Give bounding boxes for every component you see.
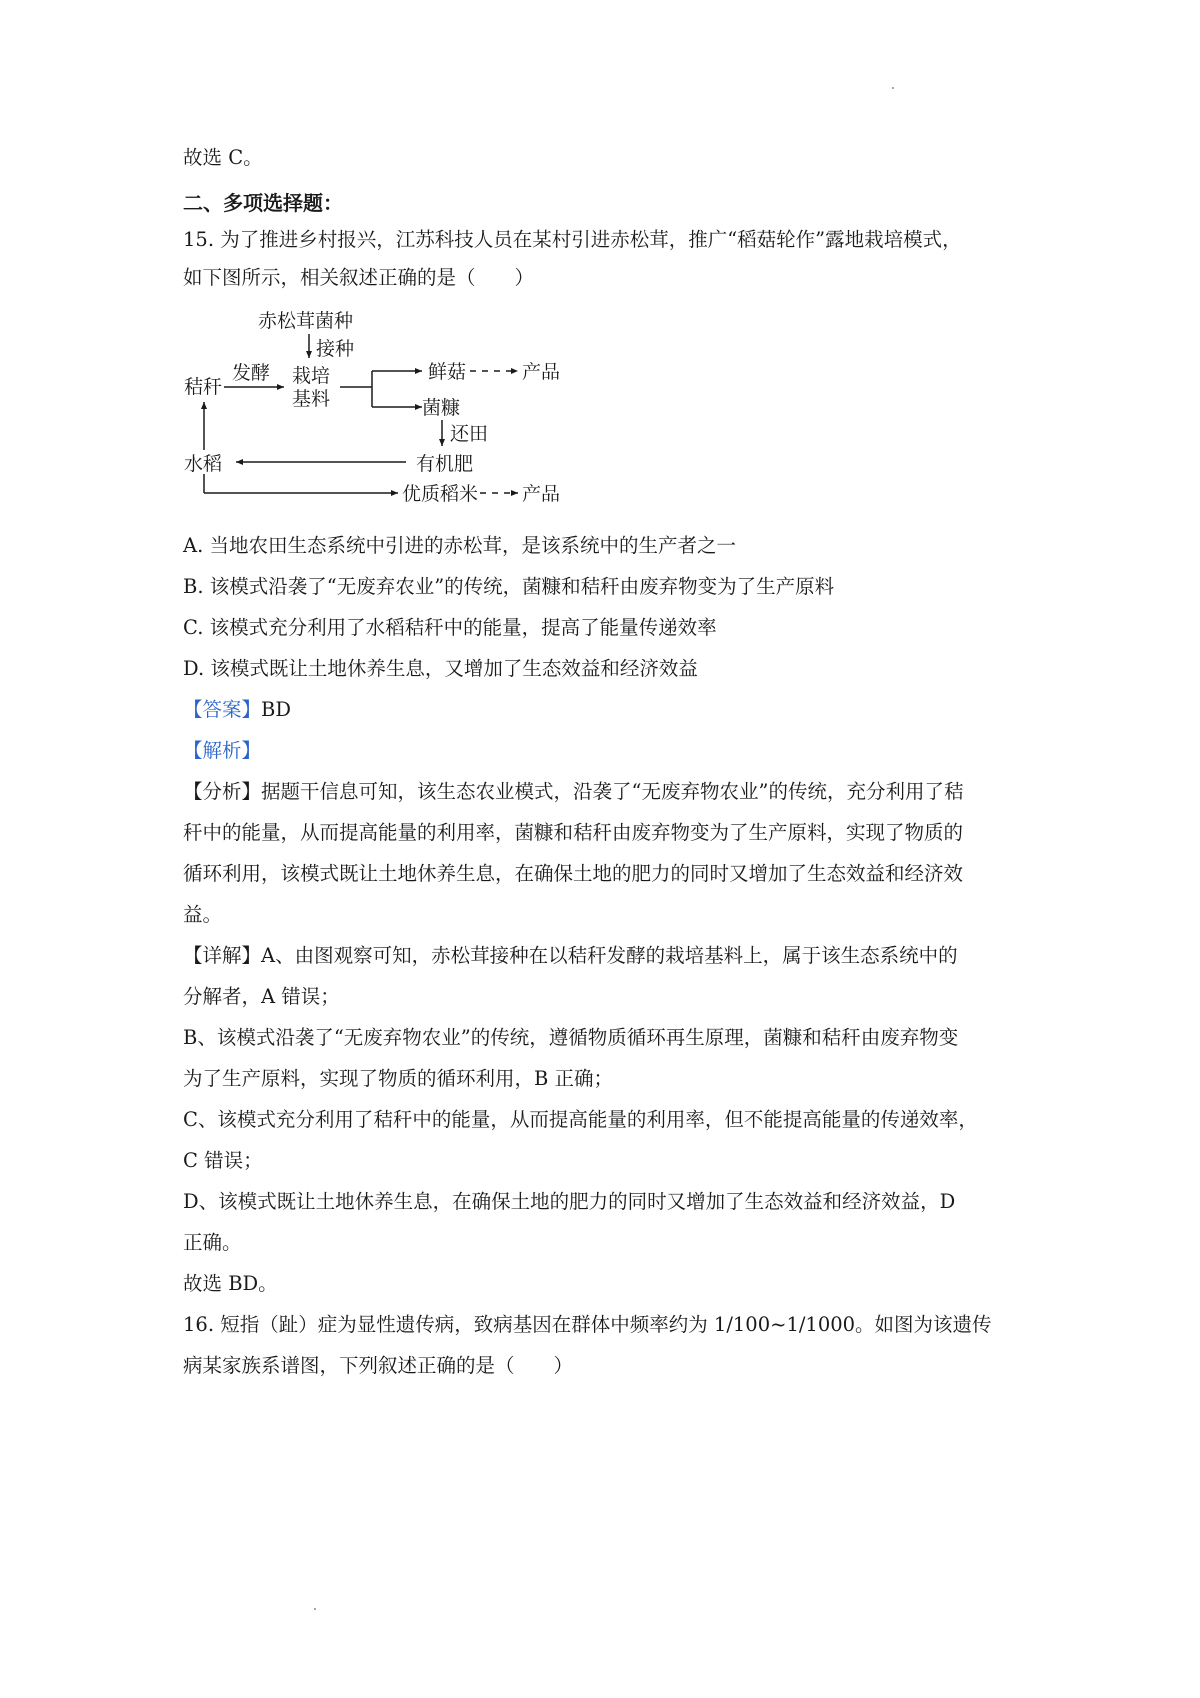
analysis-tag: 【解析】 (183, 739, 262, 762)
edge-label-ferment: 发酵 (232, 362, 271, 384)
section-heading: 二、多项选择题： (183, 191, 343, 215)
scan-dot (892, 87, 894, 89)
option-c: C. 该模式充分利用了水稻秸秆中的能量，提高了能量传递效率 (183, 616, 717, 639)
analysis-text-2: 秆中的能量，从而提高能量的利用率，菌糠和秸秆由废弃物变为了生产原料，实现了物质的 (183, 821, 964, 844)
node-product-1: 产品 (522, 361, 561, 383)
detail-d-1: D、该模式既让土地休养生息，在确保土地的肥力的同时又增加了生态效益和经济效益，D (183, 1190, 956, 1213)
conclusion-15: 故选 BD。 (183, 1272, 278, 1295)
detail-d-2: 正确。 (183, 1231, 242, 1254)
option-d: D. 该模式既让土地休养生息，又增加了生态效益和经济效益 (183, 657, 698, 680)
question-15-stem-2: 如下图所示，相关叙述正确的是（ ） (183, 266, 535, 289)
node-strain: 赤松茸菌种 (258, 310, 354, 332)
analysis-text-4: 益。 (183, 903, 223, 926)
node-residue: 菌糠 (422, 397, 461, 419)
analysis-text-1: 【分析】据题干信息可知，该生态农业模式，沿袭了“无废弃物农业”的传统，充分利用了秸 (183, 780, 964, 803)
detail-b-2: 为了生产原料，实现了物质的循环利用，B 正确； (183, 1067, 614, 1090)
answer-line (183, 696, 291, 724)
edge-label-inoculate: 接种 (316, 338, 355, 360)
option-a: A. 当地农田生态系统中引进的赤松茸，是该系统中的生产者之一 (183, 534, 736, 557)
conclusion-prev: 故选 C。 (183, 146, 263, 169)
node-straw: 秸秆 (184, 376, 223, 398)
detail-c-2: C 错误； (183, 1149, 263, 1172)
node-substrate-line1: 栽培 (292, 365, 331, 387)
node-product-2: 产品 (522, 483, 561, 505)
scan-dot (314, 1608, 316, 1610)
node-rice: 水稻 (184, 453, 223, 475)
node-fresh-mushroom: 鲜菇 (428, 361, 467, 383)
detail-a-1: 【详解】A、由图观察可知，赤松茸接种在以秸秆发酵的栽培基料上，属于该生态系统中的 (183, 944, 958, 967)
question-16-stem-2: 病某家族系谱图，下列叙述正确的是（ ） (183, 1354, 574, 1377)
node-substrate-line2: 基料 (292, 388, 331, 410)
rice-mushroom-rotation-diagram (180, 300, 620, 520)
node-quality-rice: 优质稻米 (402, 483, 479, 505)
analysis-text-3: 循环利用，该模式既让土地休养生息，在确保土地的肥力的同时又增加了生态效益和经济效 (183, 862, 964, 885)
answer-tag: 【答案】 (183, 698, 262, 721)
answer-value: BD (261, 698, 291, 721)
detail-c-1: C、该模式充分利用了秸秆中的能量，从而提高能量的利用率，但不能提高能量的传递效率， (183, 1108, 978, 1131)
edge-label-return: 还田 (450, 423, 489, 445)
option-b: B. 该模式沿袭了“无废弃农业”的传统，菌糠和秸秆由废弃物变为了生产原料 (183, 575, 835, 598)
detail-a-2: 分解者，A 错误； (183, 985, 340, 1008)
node-manure: 有机肥 (416, 453, 474, 475)
question-16-stem-1: 16. 短指（趾）症为显性遗传病，致病基因在群体中频率约为 1/100~1/1000。如图为该遗传 (183, 1313, 992, 1336)
question-15-stem-1: 15. 为了推进乡村报兴，江苏科技人员在某村引进赤松茸，推广“稻菇轮作”露地栽培模式， (183, 228, 962, 251)
detail-b-1: B、该模式沿袭了“无废弃物农业”的传统，遵循物质循环再生原理，菌糠和秸秆由废弃物变 (183, 1026, 959, 1049)
